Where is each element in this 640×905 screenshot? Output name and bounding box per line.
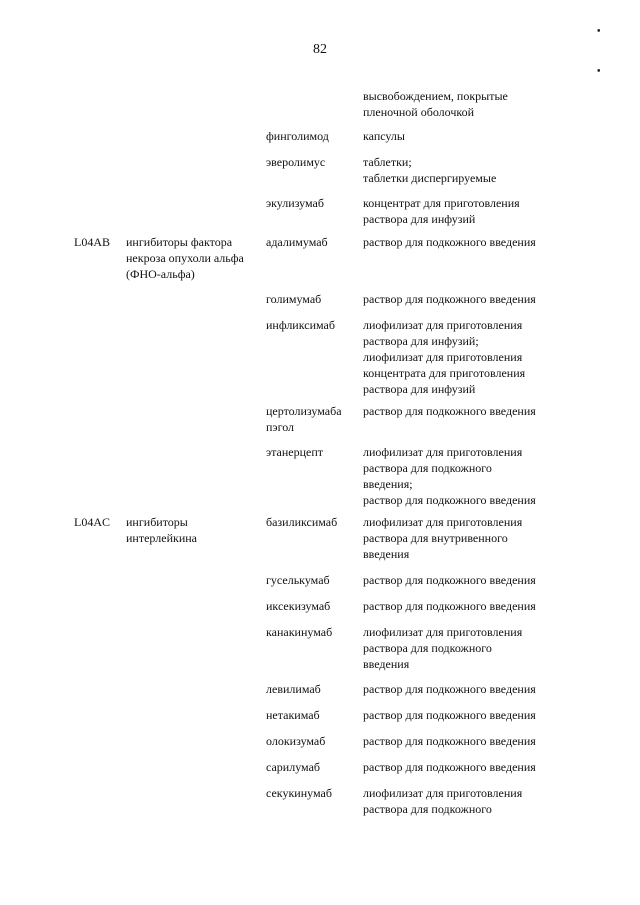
code-cell	[74, 234, 110, 250]
form-line: раствор для подкожного введения	[363, 493, 536, 507]
drug-cell	[266, 759, 358, 775]
form-cell	[363, 444, 563, 508]
form-cell	[363, 154, 563, 186]
form-cell	[363, 759, 563, 775]
code-cell	[74, 514, 110, 530]
drug-cell	[266, 317, 358, 333]
form-cell	[363, 785, 563, 817]
form-line: лиофилизат для приготовления	[363, 625, 523, 639]
form-cell	[363, 88, 563, 120]
drug-line: эверолимус	[266, 155, 326, 169]
drug-line: канакинумаб	[266, 625, 333, 639]
scan-mark: •	[597, 66, 601, 77]
form-line: концентрата для приготовления	[363, 366, 526, 380]
form-line: раствора для внутривенного	[363, 531, 508, 545]
form-line: капсулы	[363, 129, 405, 143]
form-line: раствора для подкожного	[363, 461, 492, 475]
form-cell	[363, 195, 563, 227]
drug-line: пэгол	[266, 420, 295, 434]
form-line: введения	[363, 547, 410, 561]
form-line: раствора для инфузий;	[363, 334, 479, 348]
drug-line: иксекизумаб	[266, 599, 331, 613]
drug-line: финголимод	[266, 129, 329, 143]
form-line: раствор для подкожного введения	[363, 573, 536, 587]
drug-line: адалимумаб	[266, 235, 328, 249]
drug-cell	[266, 733, 358, 749]
form-cell	[363, 733, 563, 749]
drug-cell	[266, 572, 358, 588]
drug-cell	[266, 403, 358, 435]
drug-cell	[266, 154, 358, 170]
form-cell	[363, 291, 563, 307]
group-line: (ФНО-альфа)	[126, 267, 195, 281]
drug-line: инфликсимаб	[266, 318, 335, 332]
form-cell	[363, 572, 563, 588]
form-line: введения;	[363, 477, 413, 491]
form-line: концентрат для приготовления	[363, 196, 520, 210]
form-line: раствор для подкожного введения	[363, 682, 536, 696]
drug-cell	[266, 707, 358, 723]
form-line: раствор для подкожного введения	[363, 734, 536, 748]
form-line: раствор для подкожного введения	[363, 235, 536, 249]
drug-line: левилимаб	[266, 682, 321, 696]
drug-cell	[266, 444, 358, 460]
form-cell	[363, 514, 563, 562]
page-number: 82	[313, 42, 327, 57]
drug-line: секукинумаб	[266, 786, 332, 800]
form-line: высвобождением, покрытые	[363, 89, 508, 103]
group-line: некроза опухоли альфа	[126, 251, 244, 265]
form-line: раствор для подкожного введения	[363, 708, 536, 722]
form-line: раствора для инфузий	[363, 382, 476, 396]
form-line: лиофилизат для приготовления	[363, 786, 523, 800]
scan-mark: •	[597, 26, 601, 37]
form-line: раствора для инфузий	[363, 212, 476, 226]
form-cell	[363, 128, 563, 144]
form-line: введения	[363, 657, 410, 671]
drug-cell	[266, 598, 358, 614]
form-cell	[363, 234, 563, 250]
drug-cell	[266, 624, 358, 640]
drug-line: гуселькумаб	[266, 573, 330, 587]
drug-cell	[266, 681, 358, 697]
form-line: раствор для подкожного введения	[363, 760, 536, 774]
drug-line: нетакимаб	[266, 708, 320, 722]
form-line: лиофилизат для приготовления	[363, 515, 523, 529]
form-line: таблетки диспергируемые	[363, 171, 497, 185]
drug-cell	[266, 234, 358, 250]
group-line: ингибиторы фактора	[126, 235, 233, 249]
form-cell	[363, 624, 563, 672]
group-cell	[126, 514, 256, 546]
drug-cell	[266, 195, 358, 211]
form-line: лиофилизат для приготовления	[363, 318, 523, 332]
form-line: раствор для подкожного введения	[363, 599, 536, 613]
form-line: раствор для подкожного введения	[363, 404, 536, 418]
form-line: пленочной оболочкой	[363, 105, 475, 119]
form-line: раствора для подкожного	[363, 641, 492, 655]
form-line: раствор для подкожного введения	[363, 292, 536, 306]
code-line: L04AC	[74, 515, 110, 529]
form-line: лиофилизат для приготовления	[363, 445, 523, 459]
form-cell	[363, 707, 563, 723]
drug-cell	[266, 291, 358, 307]
code-line: L04AB	[74, 235, 110, 249]
drug-line: голимумаб	[266, 292, 322, 306]
drug-cell	[266, 785, 358, 801]
group-line: ингибиторы	[126, 515, 188, 529]
drug-line: этанерцепт	[266, 445, 324, 459]
drug-line: базиликсимаб	[266, 515, 338, 529]
form-cell	[363, 598, 563, 614]
group-cell	[126, 234, 256, 282]
form-cell	[363, 403, 563, 419]
drug-cell	[266, 514, 358, 530]
group-line: интерлейкина	[126, 531, 197, 545]
form-line: таблетки;	[363, 155, 412, 169]
form-cell	[363, 317, 563, 397]
form-line: лиофилизат для приготовления	[363, 350, 523, 364]
drug-line: экулизумаб	[266, 196, 324, 210]
form-line: раствора для подкожного	[363, 802, 492, 816]
drug-line: олокизумаб	[266, 734, 326, 748]
form-cell	[363, 681, 563, 697]
drug-line: цертолизумаба	[266, 404, 342, 418]
drug-cell	[266, 128, 358, 144]
drug-line: сарилумаб	[266, 760, 320, 774]
